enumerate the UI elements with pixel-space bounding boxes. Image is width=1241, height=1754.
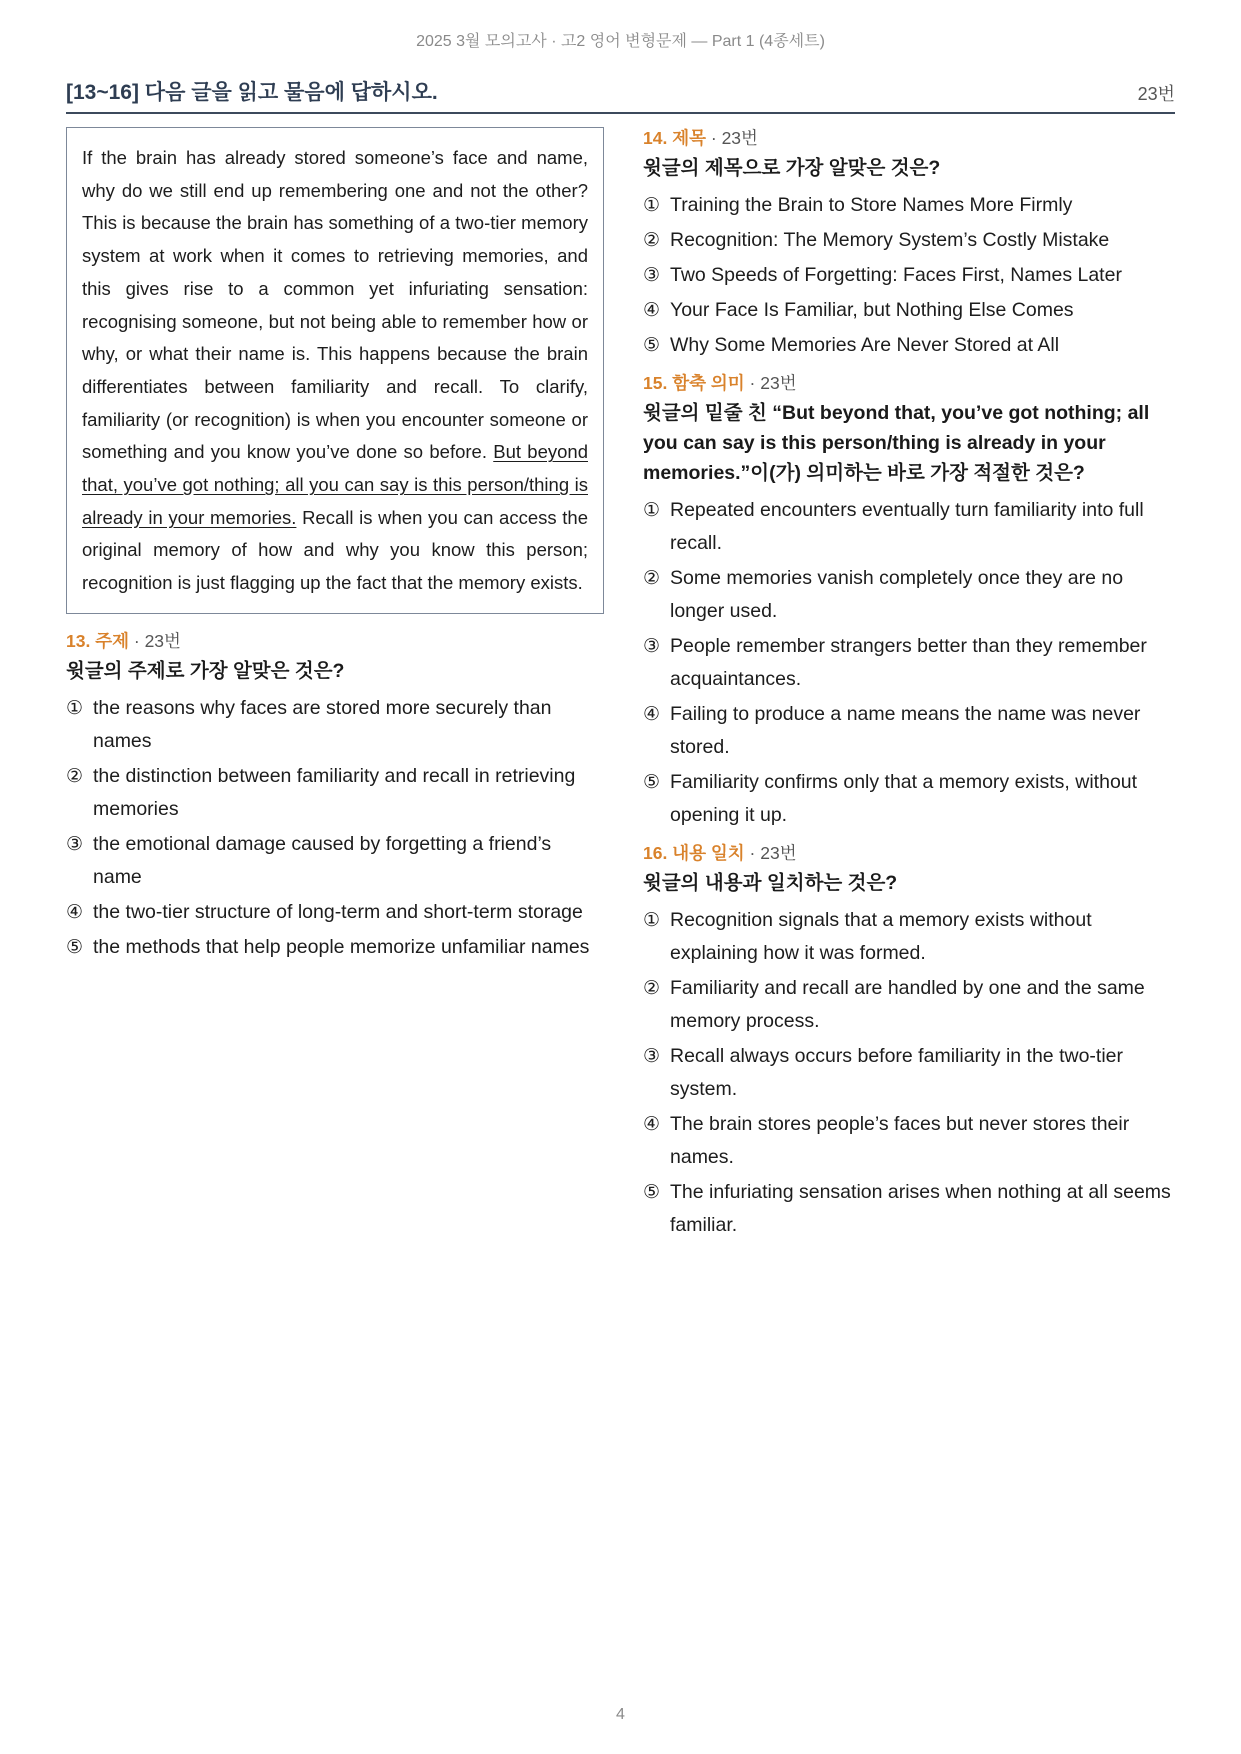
section-title: [13~16] 다음 글을 읽고 물음에 답하시오.	[66, 81, 438, 104]
option-text: the methods that help people memorize unfamiliar names	[93, 935, 590, 958]
option-text: People remember strangers better than they remember acquaintances.	[670, 635, 1147, 690]
option-text: Two Speeds of Forgetting: Faces First, Names Later	[670, 264, 1122, 286]
passage-text: If the brain has already stored someone’s face and name, why do we still end up remembering one and not the other? This is because the brain has something of a two-tier memory system at work when it comes to retrieving memories, and this gives rise to a common yet infuriating sensation: recognising someone, but not being able to remember how or why, or what their name is. This happens because the brain differentiates between familiarity and recall. To clarify, familiarity (or recognition) is when you encounter someone or something and you know you’ve done so before.	[82, 147, 588, 463]
option-number: ④	[66, 901, 84, 923]
option-text: Familiarity and recall are handled by one and the same memory process.	[670, 977, 1145, 1032]
question-tag: 15. 함축 의미	[643, 373, 745, 393]
option-number: ③	[66, 833, 84, 855]
question-stem: 윗글의 제목으로 가장 알맞은 것은?	[643, 157, 941, 179]
question-stem: 윗글의 밑줄 친 “But beyond that, you’ve got nothing; all you can say is this person/thing is already in your memories.”이(가) 의미하는 바로 가장 적절한 것은?	[643, 402, 1150, 484]
option-text: Failing to produce a name means the name was never stored.	[670, 703, 1141, 758]
option-item[interactable]	[643, 224, 1173, 257]
right-column	[643, 125, 1173, 1244]
question-13	[66, 628, 604, 964]
question-tag: 13. 주제	[66, 630, 129, 651]
option-item[interactable]	[643, 562, 1173, 628]
option-item[interactable]	[643, 630, 1173, 696]
option-text: Recognition: The Memory System’s Costly Mistake	[670, 229, 1110, 251]
question-source: · 23번	[133, 630, 181, 651]
option-number: ⑤	[643, 335, 661, 356]
question-stem: 윗글의 내용과 일치하는 것은?	[643, 872, 898, 894]
option-text: the reasons why faces are stored more securely than names	[93, 696, 552, 752]
question-source: · 23번	[749, 843, 797, 863]
reading-passage	[66, 127, 604, 614]
question-16	[643, 840, 1173, 1242]
option-text: Why Some Memories Are Never Stored at All	[670, 334, 1060, 356]
option-list	[643, 189, 1173, 362]
option-number: ②	[643, 568, 661, 589]
question-tag: 16. 내용 일치	[643, 843, 745, 863]
running-header: 2025 3월 모의고사 · 고2 영어 변형문제 — Part 1 (4종세트)	[416, 33, 825, 50]
option-number: ⑤	[643, 772, 661, 793]
option-number: ①	[66, 697, 84, 719]
question-15	[643, 370, 1173, 832]
option-item[interactable]	[643, 1176, 1173, 1242]
option-text: Training the Brain to Store Names More Firmly	[670, 194, 1073, 216]
option-text: Recognition signals that a memory exists without explaining how it was formed.	[670, 909, 1092, 964]
option-item[interactable]	[66, 896, 604, 929]
option-text: the emotional damage caused by forgetting a friend’s name	[93, 832, 552, 888]
option-number: ③	[643, 265, 661, 286]
option-number: ②	[643, 230, 661, 251]
option-item[interactable]	[643, 1040, 1173, 1106]
option-item[interactable]	[643, 329, 1173, 362]
option-number: ①	[643, 500, 661, 521]
question-source: · 23번	[749, 373, 797, 393]
option-item[interactable]	[643, 698, 1173, 764]
option-number: ①	[643, 910, 661, 931]
option-item[interactable]	[66, 828, 604, 894]
option-item[interactable]	[643, 972, 1173, 1038]
option-text: the distinction between familiarity and recall in retrieving memories	[93, 764, 576, 820]
question-label	[643, 370, 1173, 396]
question-stem: 윗글의 주제로 가장 알맞은 것은?	[66, 659, 345, 682]
option-item[interactable]	[66, 931, 604, 964]
option-text: Repeated encounters eventually turn familiarity into full recall.	[670, 499, 1144, 554]
option-list	[66, 692, 604, 964]
option-text: The brain stores people’s faces but never stores their names.	[670, 1113, 1130, 1168]
option-text: The infuriating sensation arises when nothing at all seems familiar.	[670, 1181, 1171, 1236]
option-number: ③	[643, 636, 661, 657]
option-item[interactable]	[643, 189, 1173, 222]
question-label	[66, 628, 604, 654]
option-item[interactable]	[643, 904, 1173, 970]
option-item[interactable]	[643, 1108, 1173, 1174]
option-list	[643, 904, 1173, 1242]
option-item[interactable]	[66, 692, 604, 758]
passage-text: Recall is when you can access the original memory of how and why you know this person; recognition is just flagging up the fact that the memory exists.	[82, 506, 588, 594]
option-number: ②	[643, 978, 661, 999]
section-source-number: 23번	[1137, 84, 1175, 104]
question-source: · 23번	[710, 128, 758, 148]
option-list	[643, 494, 1173, 832]
option-item[interactable]	[643, 294, 1173, 327]
option-text: Your Face Is Familiar, but Nothing Else Comes	[670, 299, 1074, 321]
question-tag: 14. 제목	[643, 128, 706, 148]
left-column	[66, 127, 604, 966]
option-number: ⑤	[66, 936, 84, 958]
question-label	[643, 125, 1173, 151]
option-item[interactable]	[643, 766, 1173, 832]
option-item[interactable]	[643, 494, 1173, 560]
option-number: ②	[66, 765, 84, 787]
page-number: 4	[616, 1706, 625, 1723]
option-number: ③	[643, 1046, 661, 1067]
question-14	[643, 125, 1173, 362]
option-text: Recall always occurs before familiarity in the two-tier system.	[670, 1045, 1123, 1100]
option-text: Some memories vanish completely once they are no longer used.	[670, 567, 1124, 622]
option-item[interactable]	[66, 760, 604, 826]
option-text: the two-tier structure of long-term and short-term storage	[93, 900, 583, 923]
option-text: Familiarity confirms only that a memory exists, without opening it up.	[670, 771, 1138, 826]
option-number: ①	[643, 195, 661, 216]
question-label	[643, 840, 1173, 866]
section-heading	[66, 76, 1175, 114]
option-number: ④	[643, 300, 661, 321]
option-number: ④	[643, 704, 661, 725]
passage-underlined-text: But beyond that, you’ve got nothing; all you can say is this person/thing is already in your memories.	[82, 441, 588, 528]
option-number: ④	[643, 1114, 661, 1135]
option-item[interactable]	[643, 259, 1173, 292]
option-number: ⑤	[643, 1182, 661, 1203]
